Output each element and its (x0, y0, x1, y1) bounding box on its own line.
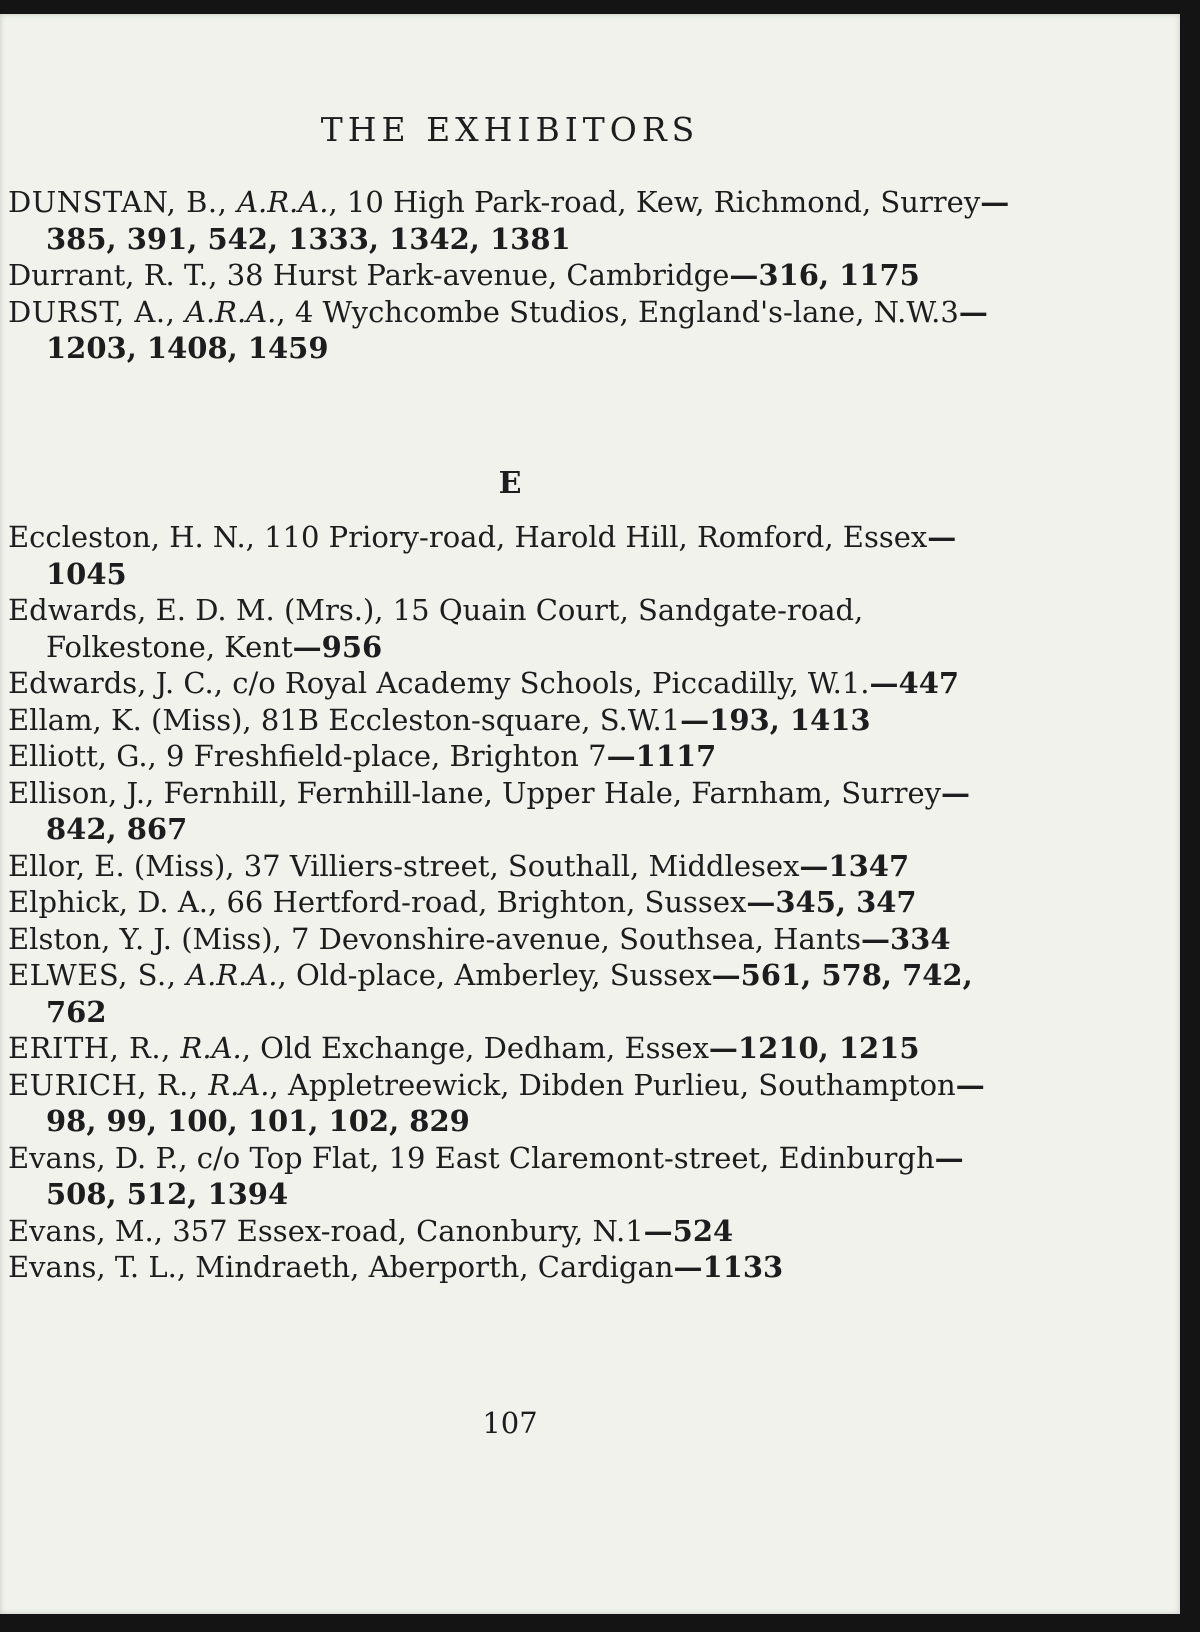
exhibitor-entry (8, 257, 1013, 294)
exhibitor-address: 66 Hertford-road, Brighton, Sussex (226, 885, 747, 919)
exhibitor-entry (8, 738, 1013, 775)
exhibitor-title: A.R.A. (186, 958, 278, 992)
exhibitor-title: R.A. (180, 1031, 242, 1065)
exhibitor-title: R.A. (208, 1067, 270, 1102)
exhibit-numbers: —561, 578, 742, 762 (46, 958, 973, 1029)
exhibit-numbers: —1117 (606, 739, 717, 773)
exhibitor-address: , Appletreewick, Dibden Purlieu, Southampton (269, 1067, 956, 1102)
exhibitor-address: , Old-place, Amberley, Sussex (277, 958, 712, 992)
exhibitor-name: EURICH, R., (8, 1067, 209, 1102)
exhibitor-title: A.R.A. (185, 294, 277, 329)
exhibitor-name: Ellison, J., (8, 775, 164, 810)
exhibitor-name: Elphick, D. A., (8, 885, 227, 919)
exhibitor-name: ERITH, R., (8, 1031, 181, 1065)
exhibit-numbers: —193, 1413 (680, 702, 871, 737)
exhibitor-address: c/o Top Flat, 19 East Claremont-street, Edinburgh (196, 1140, 935, 1175)
exhibitor-name: Elliott, G., (8, 739, 166, 773)
section-letter-heading: E (498, 466, 522, 501)
exhibit-numbers: —98, 99, 100, 101, 102, 829 (46, 1067, 985, 1138)
exhibit-numbers: —1045 (46, 520, 957, 591)
exhibitor-name: Edwards, E. D. M. (Mrs.), (8, 593, 393, 627)
exhibit-numbers: —842, 867 (46, 775, 971, 846)
exhibit-numbers: —508, 512, 1394 (46, 1140, 964, 1211)
exhibit-numbers: —1203, 1408, 1459 (46, 294, 988, 365)
exhibit-numbers: —334 (860, 921, 951, 956)
exhibit-numbers: —447 (869, 666, 960, 700)
exhibitor-name: DURST, A., (8, 294, 186, 329)
exhibitor-name: Ellor, E. (Miss), (8, 848, 244, 883)
exhibitor-address: 38 Hurst Park-avenue, Cambridge (226, 258, 730, 292)
exhibitor-address: , 4 Wychcombe Studios, England's-lane, N.W.3 (276, 294, 959, 329)
exhibitor-name: Elston, Y. J. (Miss), (8, 921, 292, 956)
exhibitor-list-d (8, 184, 1013, 367)
exhibitor-address: , Old Exchange, Dedham, Essex (241, 1031, 709, 1065)
exhibitor-entry (8, 775, 1013, 848)
exhibitor-entry (8, 1030, 1013, 1067)
exhibitor-entry (8, 848, 1013, 885)
page-number: 107 (482, 1406, 538, 1440)
running-head: THE EXHIBITORS (320, 110, 700, 149)
exhibitor-name: Durrant, R. T., (8, 258, 227, 292)
catalogue-page (0, 14, 1180, 1614)
exhibit-numbers: —956 (292, 629, 383, 664)
exhibitor-address: 357 Essex-road, Canonbury, N.1 (172, 1213, 644, 1248)
exhibitor-entry (8, 294, 1013, 367)
exhibitor-address: 7 Devonshire-avenue, Southsea, Hants (291, 921, 861, 956)
exhibitor-address: 110 Priory-road, Harold Hill, Romford, Essex (264, 520, 928, 554)
exhibitor-name: ELWES, S., (8, 958, 187, 992)
exhibitor-name: Evans, D. P., (8, 1140, 197, 1175)
exhibitor-name: Evans, M., (8, 1213, 173, 1248)
exhibitor-title: A.R.A. (237, 185, 329, 219)
exhibitor-name: Ellam, K. (Miss), (8, 702, 261, 737)
exhibitor-address: Fernhill, Fernhill-lane, Upper Hale, Farnham, Surrey (163, 775, 942, 810)
exhibitor-address: , 10 High Park-road, Kew, Richmond, Surrey (328, 185, 981, 219)
exhibit-numbers: —385, 391, 542, 1333, 1342, 1381 (46, 185, 1010, 256)
exhibitor-entry (8, 921, 1013, 958)
exhibitor-name: Edwards, J. C., (8, 666, 233, 700)
exhibitor-entry (8, 519, 1013, 592)
exhibitor-address: 37 Villiers-street, Southall, Middlesex (243, 848, 800, 883)
exhibitor-entry (8, 592, 1013, 665)
exhibitor-name: DUNSTAN, B., (8, 185, 238, 219)
exhibitor-entry (8, 957, 1013, 1030)
exhibitor-entry (8, 184, 1013, 257)
exhibit-numbers: —524 (643, 1213, 734, 1248)
exhibit-numbers: —345, 347 (746, 885, 917, 919)
exhibit-numbers: —1347 (799, 848, 910, 883)
exhibitor-address: Mindraeth, Aberporth, Cardigan (195, 1250, 674, 1284)
exhibitor-entry (8, 884, 1013, 921)
exhibitor-list-e (8, 519, 1013, 1286)
exhibitor-entry (8, 1249, 1013, 1286)
exhibitor-entry (8, 1213, 1013, 1250)
exhibitor-name: Eccleston, H. N., (8, 520, 265, 554)
exhibitor-address: 81B Eccleston-square, S.W.1 (260, 702, 681, 737)
exhibitor-entry (8, 1067, 1013, 1140)
exhibitor-entry (8, 665, 1013, 702)
exhibitor-entry (8, 1140, 1013, 1213)
exhibitor-address: 15 Quain Court, Sandgate-road, Folkestone, Kent (46, 593, 864, 664)
exhibitor-address: 9 Freshfield-place, Brighton 7 (166, 739, 607, 773)
exhibitor-name: Evans, T. L., (8, 1250, 196, 1284)
exhibit-numbers: —316, 1175 (729, 258, 920, 292)
exhibit-numbers: —1210, 1215 (708, 1031, 920, 1065)
exhibitor-entry (8, 702, 1013, 739)
exhibit-numbers: —1133 (673, 1250, 784, 1284)
exhibitor-address: c/o Royal Academy Schools, Piccadilly, W.1. (232, 666, 870, 700)
